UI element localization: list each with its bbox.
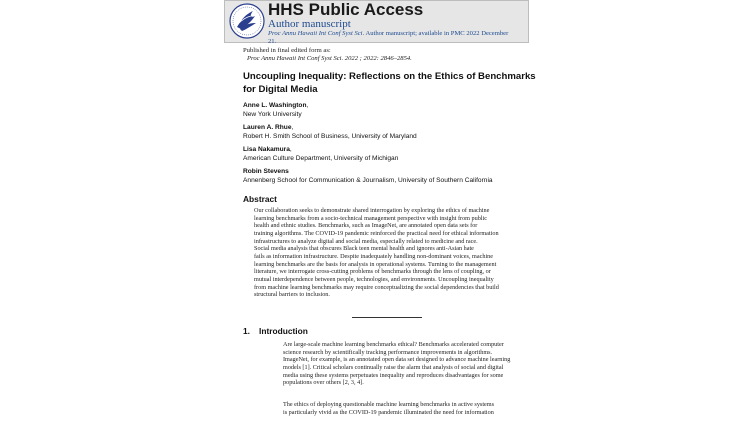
banner-citation [268, 30, 526, 45]
paper-title-line: Uncoupling Inequality: Reflections on the Ethics of Benchmarks [243, 71, 536, 82]
abstract-line: fails as information infrastructure. Despite inadequately handling non-dominant voices, machine [254, 252, 494, 260]
paragraph-line: ImageNet, for example, is an annotated open data set designed to advance machine learning [283, 356, 511, 364]
abstract-line: structural barriers to inclusion. [254, 291, 330, 299]
abstract-line: from machine learning benchmarks may require conceptualizing the social dependencies that build [254, 283, 499, 291]
author-suffix: , [291, 124, 294, 131]
paper-title [243, 71, 543, 96]
abstract-line: learning benchmarks from a socio-technical management perspective with insight from public [254, 214, 487, 222]
abstract-line: literature, we interrogate cross-cutting problems of benchmarks through the lens of coupling, or [254, 268, 491, 276]
introduction-heading [243, 326, 308, 336]
author-affiliation: Robert H. Smith School of Business, University of Maryland [243, 132, 417, 140]
hhs-eagle-logo-icon [229, 3, 265, 39]
abstract-line: learning benchmarks are the basis for analysis in operational systems. Turning to the management [254, 260, 497, 268]
author-affiliation: Annenberg School for Communication & Journalism, University of Southern California [243, 176, 493, 184]
section-number: 1. [243, 326, 250, 336]
author-block [243, 124, 417, 141]
published-info [243, 47, 412, 63]
paragraph-line: media using these systems perpetuates inequality and reproduces disadvantages for some [283, 371, 504, 379]
author-name[interactable]: Anne L. Washington [243, 102, 307, 109]
abstract-line: mutual interdependence between people, technologies, and environments. Uncoupling inequality [254, 275, 494, 283]
author-affiliation: American Culture Department, University of Michigan [243, 154, 399, 162]
intro-paragraph-1 [283, 341, 538, 387]
paragraph-line: models [1]. Critical scholars continually raise the alarm that analysis of social and digital [283, 363, 504, 371]
section-title: Introduction [259, 326, 308, 336]
abstract-line: Social media analysis that obscures Black teen mental health and ignores anti-Asian hate [254, 245, 474, 253]
paragraph-line: is particularly vivid as the COVID-19 pandemic illuminated the need for information [283, 408, 494, 416]
author-block [243, 168, 493, 185]
banner-subtitle: Author manuscript [268, 18, 351, 30]
banner-citation-year: 21. [268, 37, 277, 45]
author-name[interactable]: Lisa Nakamura [243, 146, 290, 153]
published-citation: Proc Annu Hawaii Int Conf Syst Sci. 2022 ; 2022: 2846–2854. [247, 55, 412, 62]
author-affiliation: New York University [243, 110, 302, 118]
abstract-line: infrastructures to analyze digital and social media, especially related to medicine and race. [254, 237, 478, 245]
section-divider [352, 317, 422, 318]
abstract-body [254, 207, 524, 299]
author-suffix: , [289, 146, 292, 153]
author-block [243, 102, 308, 119]
abstract-line: Our collaboration seeks to demonstrate shared interrogation by exploring the ethics of machine [254, 207, 490, 214]
banner-title: HHS Public Access [268, 0, 424, 19]
published-label: Published in final edited form as: [243, 47, 331, 54]
banner-journal-link[interactable]: Proc Annu Hawaii Int Conf Syst Sci [268, 30, 363, 37]
author-name[interactable]: Lauren A. Rhue [243, 124, 292, 131]
intro-paragraph-2 [283, 401, 538, 416]
banner-citation-text: . Author manuscript; available in PMC 2022 December [362, 30, 509, 37]
author-suffix: , [306, 102, 309, 109]
paragraph-line: Are large-scale machine learning benchmarks ethical? Benchmarks accelerated computer [283, 341, 504, 348]
paragraph-line: populations over others [2, 3, 4]. [283, 379, 364, 387]
paragraph-line: The ethics of deploying questionable machine learning benchmarks in active systems [283, 401, 495, 408]
author-block [243, 146, 398, 163]
abstract-line: training algorithms. The COVID-19 pandemic reinforced the practical need for ethical information [254, 229, 499, 237]
hhs-public-access-banner [224, 0, 529, 43]
paper-title-line: for Digital Media [243, 83, 318, 95]
abstract-line: health and ethnic studies. Benchmarks, such as ImageNet, are annotated open data sets for [254, 222, 478, 230]
author-name[interactable]: Robin Stevens [243, 168, 289, 175]
abstract-heading: Abstract [243, 194, 277, 204]
paragraph-line: science research by scientifically tracking performance improvements in algorithms. [283, 348, 493, 356]
